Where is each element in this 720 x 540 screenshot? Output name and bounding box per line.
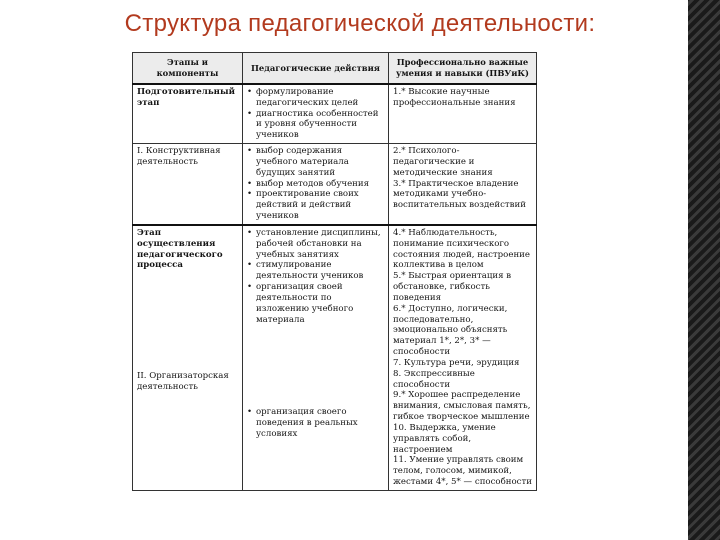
slide-title: Структура педагогической деятельности:	[124, 10, 596, 37]
table-header-row	[133, 53, 537, 85]
stage-cell	[133, 84, 243, 144]
actions-cell	[243, 144, 389, 225]
stage-constructive: I. Конструктивная деятельность	[137, 146, 221, 167]
skill-item: 8. Экспрессивные способности	[393, 368, 475, 390]
skill-item: 9.* Хорошее распределение внимания, смысловая память, гибкое творческое мышление	[393, 390, 531, 423]
skills-cell	[389, 144, 537, 225]
header-stages: Этапы и компоненты	[133, 53, 243, 85]
skill-item: 4.* Наблюдательность, понимание психического состояния людей, настроение коллектива в целом	[393, 227, 530, 271]
skill-item: 11. Умение управлять своим телом, голосом, мимикой, жестами 4*, 5* — способности	[393, 455, 532, 487]
skill-item: 6.* Доступно, логически, последовательно, эмоционально объяснять материал 1*, 2*, 3* — способности	[393, 303, 508, 358]
skill-item: 5.* Быстрая ориентация в обстановке, гибкость поведения	[393, 271, 512, 303]
list-item: • установление дисциплины, рабочей обстановки на учебных занятиях	[247, 228, 384, 260]
list-item: • выбор методов обучения	[247, 179, 384, 190]
actions-cell	[243, 225, 389, 490]
list-item: • диагностика особенностей и уровня обученности учеников	[247, 109, 384, 141]
list-item: • организация своего поведения в реальных условиях	[247, 407, 384, 439]
skill-item: 10. Выдержка, умение управлять собой, настроением	[393, 422, 496, 455]
stage-organizational: II. Организаторская деятельность	[137, 371, 229, 393]
skill-item: 2.* Психолого-педагогические и методические знания	[393, 146, 493, 178]
list-item: • стимулирование деятельности учеников	[247, 260, 384, 282]
table-row	[133, 84, 537, 144]
stage-cell	[133, 225, 243, 490]
skill-item: 7. Культура речи, эрудиция	[393, 357, 520, 368]
structure-table	[132, 52, 537, 491]
skill-item: 3.* Практическое владение методиками учебно-воспитательных воздействий	[393, 178, 526, 211]
skills-cell	[389, 225, 537, 490]
list-item: • проектирование своих действий и действий учеников	[247, 189, 384, 221]
table-row	[133, 144, 537, 225]
stage-implementation: Этап осуществления педагогического процесса	[137, 227, 223, 271]
header-skills: Профессионально важные умения и навыки (ПВУиК)	[389, 53, 537, 85]
list-item: • организация своей деятельности по изложению учебного материала	[247, 282, 384, 325]
table-row	[133, 225, 537, 490]
skills-cell	[389, 84, 537, 144]
decorative-stripe	[680, 0, 720, 540]
list-item: • выбор содержания учебного материала будущих занятий	[247, 146, 384, 178]
skill-item: 1.* Высокие научные профессиональные знания	[393, 87, 516, 108]
stage-cell	[133, 144, 243, 225]
stage-preparatory: Подготовительный этап	[137, 87, 235, 108]
list-item: • формулирование педагогических целей	[247, 87, 384, 109]
header-actions: Педагогические действия	[243, 53, 389, 85]
actions-cell	[243, 84, 389, 144]
